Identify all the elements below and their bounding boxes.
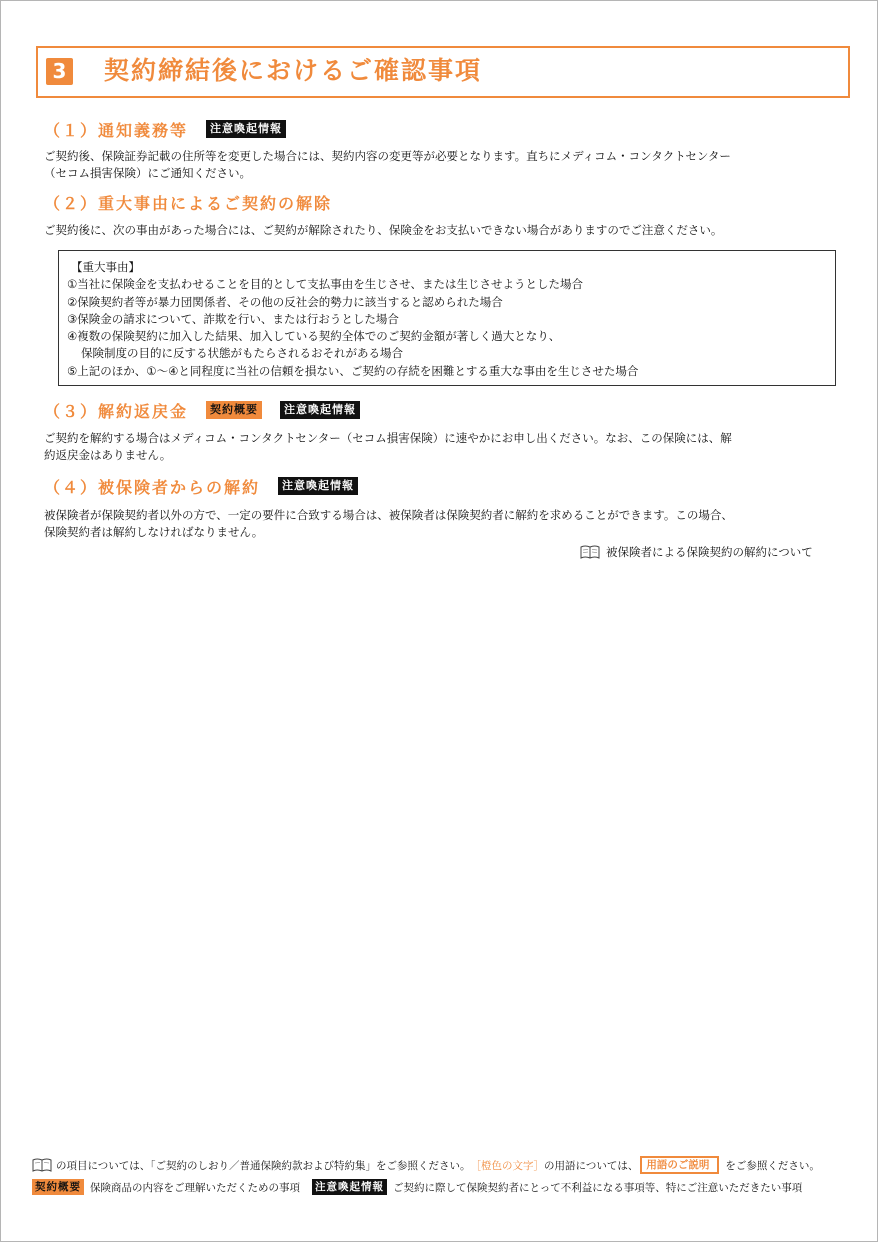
text-line: 被保険者が保険契約者以外の方で、一定の要件に合致する場合は、被保険者は保険契約者に解約を求めることができます。この場合、 bbox=[44, 508, 733, 522]
paragraph-surrender bbox=[44, 430, 844, 464]
summary-badge: 契約概要 bbox=[206, 401, 262, 419]
box-title: 【重大事由】 bbox=[71, 260, 140, 274]
text-line: ご契約を解約する場合はメディコム・コンタクトセンター（セコム損害保険）に速やかにお申し出ください。なお、この保険には、解 bbox=[44, 431, 732, 445]
reason-item: 保険制度の目的に反する状態がもたらされるおそれがある場合 bbox=[81, 346, 403, 361]
text-line: 保険契約者は解約しなければなりません。 bbox=[44, 525, 264, 539]
footer-legend-1 bbox=[32, 1156, 852, 1174]
text-line: （セコム損害保険）にご通知ください。 bbox=[44, 166, 251, 180]
heading-title: （３）解約返戻金 bbox=[44, 401, 189, 421]
caution-badge: 注意喚起情報 bbox=[206, 120, 286, 138]
heading-notification-duty bbox=[44, 118, 286, 140]
reference-label[interactable]: 被保険者による保険契約の解約について bbox=[606, 545, 813, 559]
paragraph-notification bbox=[44, 148, 844, 182]
summary-badge: 契約概要 bbox=[32, 1179, 84, 1195]
heading-cancellation-serious bbox=[44, 191, 332, 213]
serious-reasons-box bbox=[58, 250, 836, 386]
footer-legend-2 bbox=[32, 1178, 852, 1196]
book-icon bbox=[32, 1157, 52, 1173]
reason-item: ①当社に保険金を支払わせることを目的として支払事由を生じさせ、または生じさせようとした場合 bbox=[67, 277, 583, 292]
summary-description: 保険商品の内容をご理解いただくための事項 bbox=[90, 1181, 300, 1194]
caution-badge: 注意喚起情報 bbox=[280, 401, 360, 419]
heading-title: （２）重大事由によるご契約の解除 bbox=[44, 193, 333, 213]
term-explanation-box: 用語のご説明 bbox=[640, 1156, 719, 1174]
caution-badge: 注意喚起情報 bbox=[278, 477, 358, 495]
reference-link[interactable] bbox=[580, 544, 813, 560]
section-number: 3 bbox=[46, 58, 73, 85]
text-line: ご契約後に、次の事由があった場合には、ご契約が解除されたり、保険金をお支払いできない場合がありますのでご注意ください。 bbox=[44, 223, 723, 237]
section-header bbox=[36, 46, 850, 98]
caution-badge: 注意喚起情報 bbox=[312, 1179, 387, 1195]
footer-text: の用語については、 bbox=[544, 1159, 639, 1172]
reason-item: ④複数の保険契約に加入した結果、加入している契約全体でのご契約金額が著しく過大となり、 bbox=[67, 329, 561, 344]
paragraph-cancellation bbox=[44, 222, 844, 239]
text-line: ご契約後、保険証券記載の住所等を変更した場合には、契約内容の変更等が必要となります。直ちにメディコム・コンタクトセンター bbox=[44, 149, 731, 163]
section-title: 契約締結後におけるご確認事項 bbox=[104, 56, 483, 85]
reason-item: ②保険契約者等が暴力団関係者、その他の反社会的勢力に該当すると認められた場合 bbox=[67, 294, 503, 309]
heading-insured-cancellation bbox=[44, 475, 358, 497]
heading-title: （４）被保険者からの解約 bbox=[44, 477, 261, 497]
reason-item: ③保険金の請求について、詐欺を行い、または行おうとした場合 bbox=[67, 311, 399, 326]
text-line: 約返戻金はありません。 bbox=[44, 448, 172, 462]
footer-text: の項目については、「ご契約のしおり／普通保険約款および特約集」をご参照ください。 bbox=[56, 1159, 471, 1172]
reason-item: ⑤上記のほか、①〜④と同程度に当社の信頼を損ない、ご契約の存続を困難とする重大な事由を生じさせた場合 bbox=[67, 363, 639, 378]
caution-description: ご契約に際して保険契約者にとって不利益になる事項等、特にご注意いただきたい事項 bbox=[393, 1181, 803, 1194]
heading-surrender-value bbox=[44, 399, 360, 421]
heading-title: （１）通知義務等 bbox=[44, 120, 189, 140]
paragraph-insured-cancellation bbox=[44, 507, 844, 541]
book-icon bbox=[580, 544, 600, 560]
footer-orange-text: ［橙色の文字］ bbox=[470, 1159, 545, 1172]
footer-text: をご参照ください。 bbox=[725, 1159, 820, 1172]
